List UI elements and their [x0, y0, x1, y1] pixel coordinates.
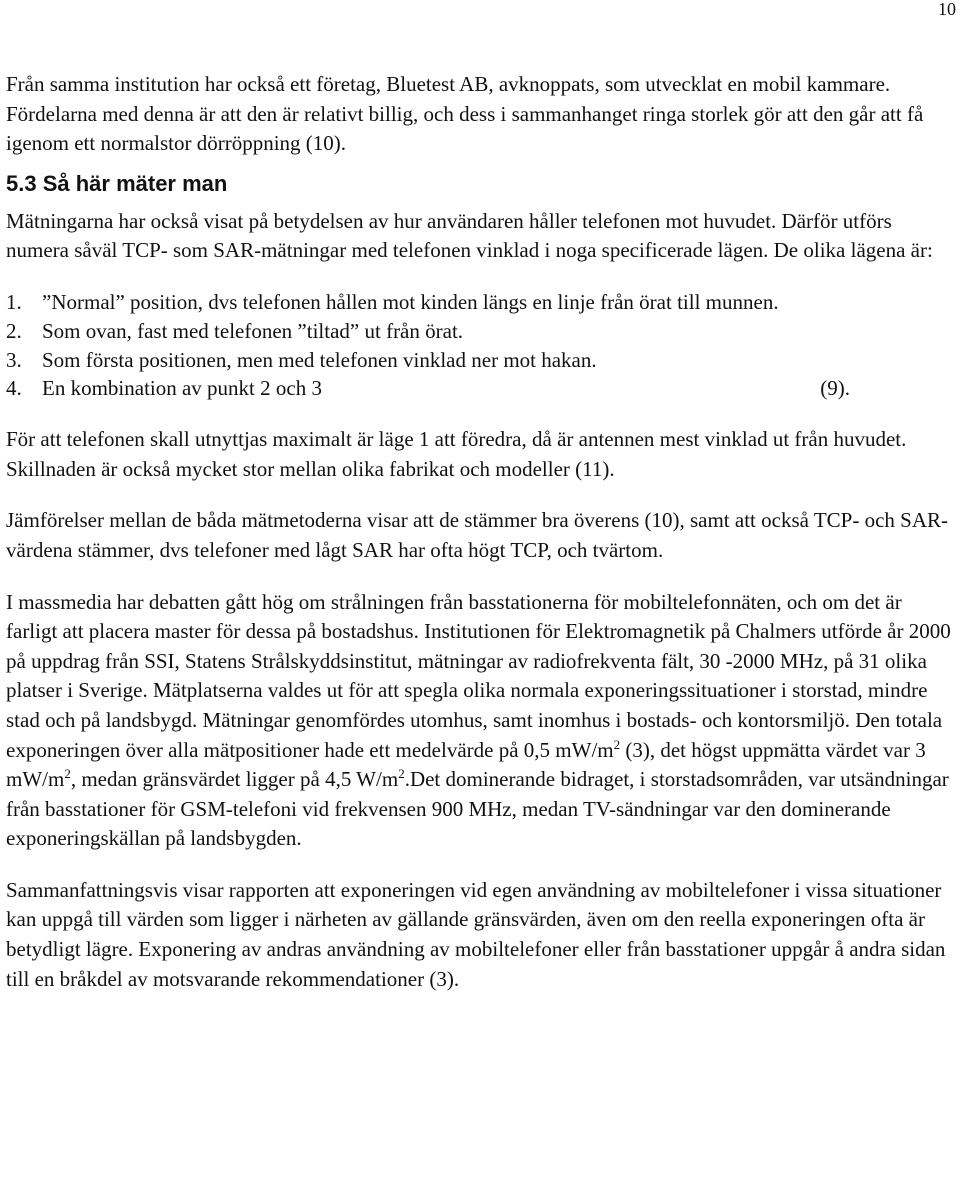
section-lead-paragraph: Mätningarna har också visat på betydelsen av hur användaren håller telefonen mot huvudet. Därför utförs numera såväl TCP- som SAR-mätningar med telefonen vinklad i noga specificerade lägen. De olika lägena är: [6, 208, 933, 263]
list-item-number: 3. [6, 347, 22, 372]
media-text-4: .Det dominerande bidraget, i storstadsområden, var utsändningar från basstationer för GSM-telefoni vid frekvensen 900 MHz, medan TV-sändningar var den dominerande exponeringskällan på landsbygden. [6, 767, 949, 851]
list-item-citation: (9). [820, 376, 850, 401]
unit-superscript: 2 [398, 766, 405, 782]
page-number: 10 [938, 0, 956, 19]
list-item-text: ”Normal” position, dvs telefonen hållen mot kinden längs en linje från örat till munnen. [42, 289, 779, 314]
comparison-paragraph: Jämförelser mellan de båda mätmetoderna visar att de stämmer bra överens (10), samt att också TCP- och SAR-värdena stämmer, dvs telefoner med lågt SAR har ofta högt TCP, och tvärtom. [6, 508, 948, 562]
media-paragraph [6, 588, 956, 854]
list-item-number: 1. [6, 289, 22, 314]
unit-superscript: 2 [64, 766, 71, 782]
position-list [6, 288, 956, 403]
list-item-number: 4. [6, 376, 22, 401]
summary-paragraph: Sammanfattningsvis visar rapporten att exponeringen vid egen användning av mobiltelefoner i vissa situationer kan uppgå till värden som ligger i närheten av gällande gränsvärden, även om den reella exponeringen ofta är betydligt lägre. Exponering av andras användning av mobiltelefoner eller från basstationer uppgår å andra sidan till en bråkdel av motsvarande rekommendationer (3). [6, 877, 946, 991]
document-body [6, 70, 956, 994]
section-heading: 5.3 Så här mäter man [6, 170, 228, 196]
unit-superscript: 2 [613, 736, 621, 752]
list-item [6, 346, 956, 375]
media-text-2: (3), det högst uppmätta värdet var 3 mW/m [6, 737, 926, 792]
antenna-paragraph: För att telefonen skall utnyttjas maximalt är läge 1 att föredra, då är antennen mest vinklad ut från huvudet. Skillnaden är också mycket stor mellan olika fabrikat och modeller (11). [6, 427, 907, 481]
list-item-text: Som ovan, fast med telefonen ”tiltad” ut från örat. [42, 318, 464, 343]
intro-paragraph: Från samma institution har också ett företag, Bluetest AB, avknoppats, som utvecklat en mobil kammare. Fördelarna med denna är att den är relativt billig, och dess i sammanhanget ringa storlek gör att den går att få igenom ett normalstor dörröppning (10). [6, 72, 924, 156]
media-text-3: , medan gränsvärdet ligger på 4,5 W/m [70, 767, 399, 792]
list-item [6, 288, 956, 317]
list-item-text: Som första positionen, men med telefonen vinklad ner mot hakan. [42, 347, 597, 372]
list-item-number: 2. [6, 318, 22, 343]
list-item [6, 317, 956, 346]
list-item-text: En kombination av punkt 2 och 3 [42, 376, 322, 401]
list-item [6, 374, 956, 403]
media-text-1: I massmedia har debatten gått hög om strålningen från basstationerna för mobiltelefonnäten, och om det är farligt att placera master för dessa på bostadshus. Institutionen för Elektromagnetik på Chalmers utförde år 2000 på uppdrag från SSI, Statens Strålskyddsinstitut, mätningar av radiofrekventa fält, 30 -2000 MHz, på 31 olika platser i Sverige. Mätplatserna valdes ut för att spegla olika normala exponeringssituationer i storstad, mindre stad och på landsbygd. Mätningar genomfördes utomhus, samt inomhus i bostads- och kontorsmiljö. Den totala exponeringen över alla mätpositioner hade ett medelvärde på 0,5 mW/m [6, 589, 951, 762]
